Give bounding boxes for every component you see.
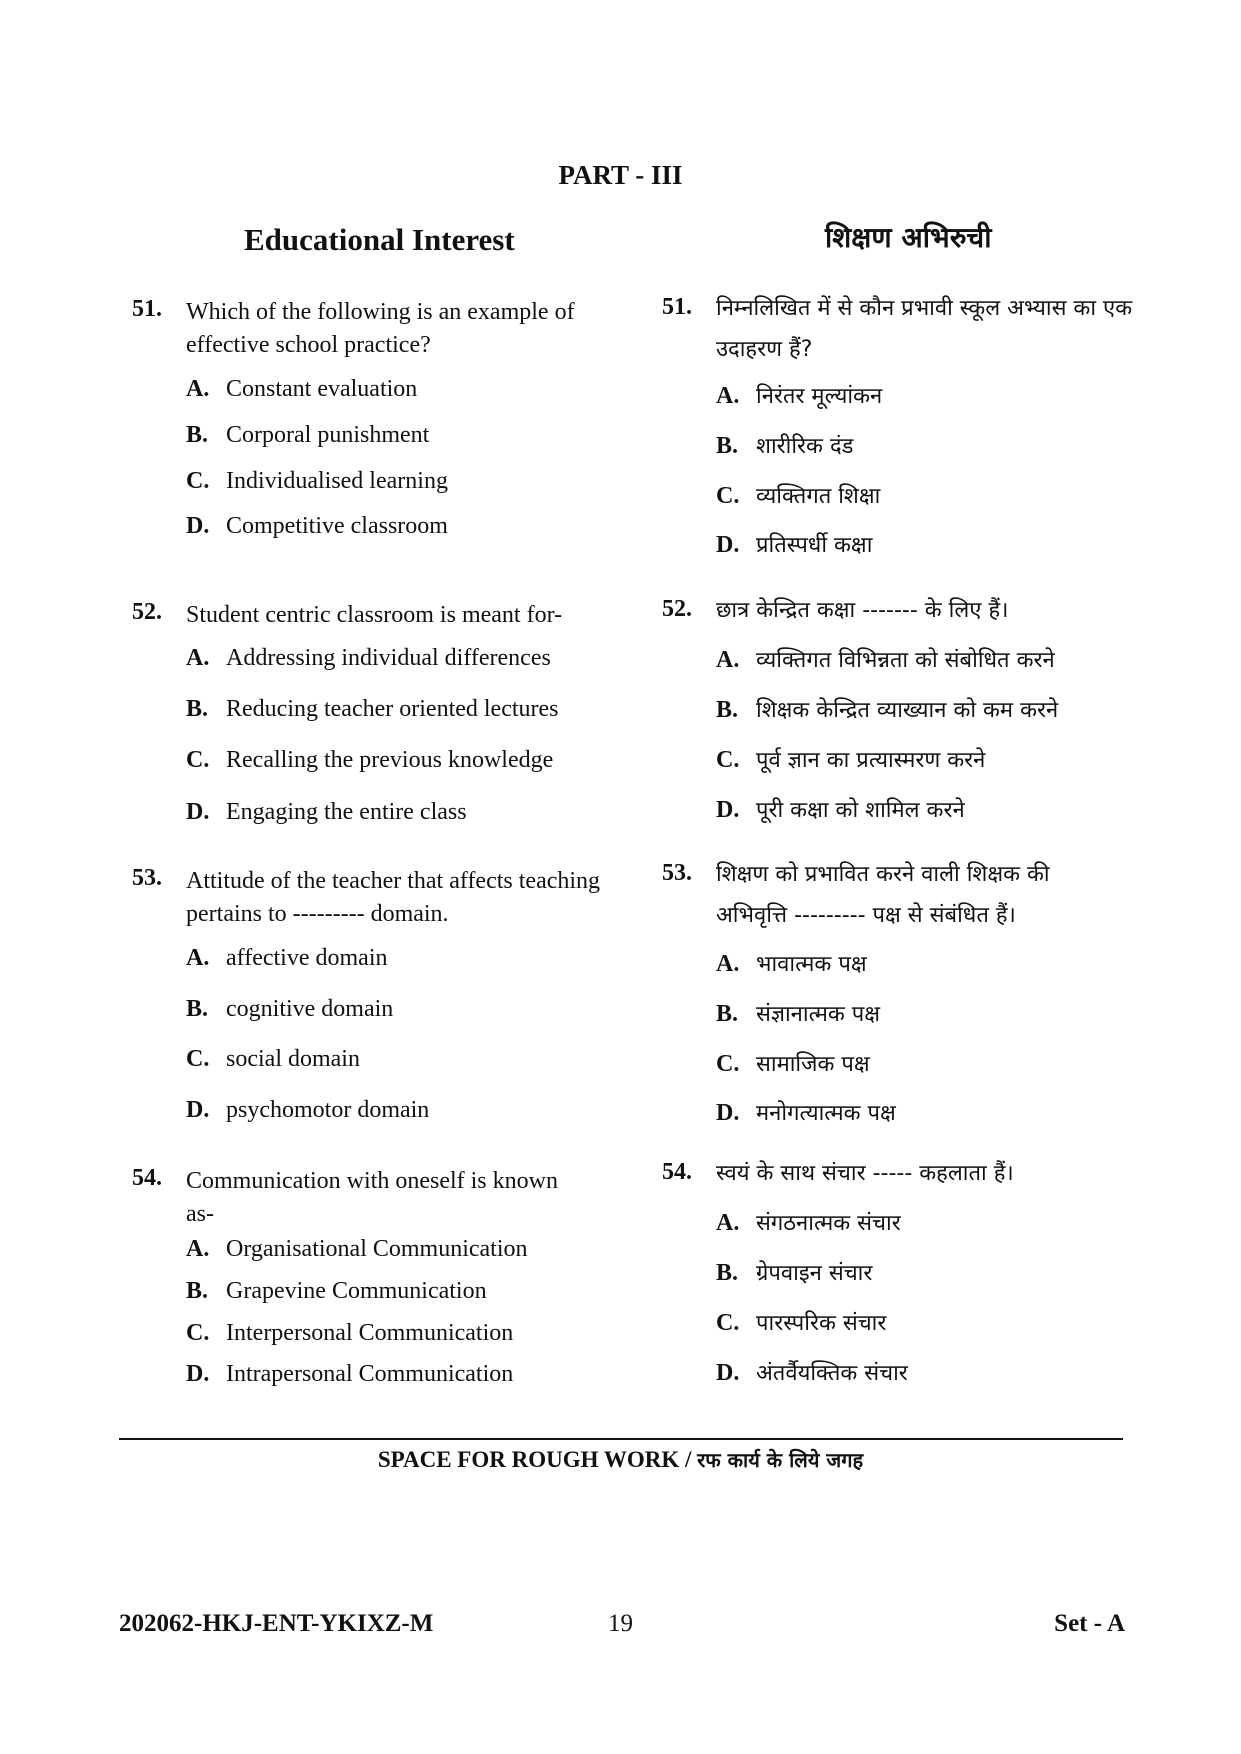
question-text: Attitude of the teacher that affects teaching pertains to --------- domain. xyxy=(186,868,601,927)
option-b: B. संज्ञानात्मक पक्ष xyxy=(716,1001,881,1027)
option-d: D. Competitive classroom xyxy=(186,513,448,539)
option-d: D. psychomotor domain xyxy=(186,1097,430,1123)
set-label: Set - A xyxy=(1054,1610,1125,1637)
option-d: D. प्रतिस्पर्धी कक्षा xyxy=(716,532,873,558)
question-52-hi xyxy=(662,596,1182,823)
question-text: Student centric classroom is meant for- xyxy=(186,602,563,628)
question-number: 54. xyxy=(132,1165,162,1191)
part-heading: PART - III xyxy=(558,160,683,190)
option-c: C. सामाजिक पक्ष xyxy=(716,1051,870,1077)
question-text: शिक्षण को प्रभावित करने वाली शिक्षक की अभिवृत्ति --------- पक्ष से संबंधित हैं। xyxy=(716,862,1050,928)
option-b: B. शारीरिक दंड xyxy=(716,433,854,459)
question-54-hi xyxy=(662,1159,1182,1386)
option-c: C. व्यक्तिगत शिक्षा xyxy=(716,483,881,509)
rough-work-label: SPACE FOR ROUGH WORK / रफ कार्य के लिये जगह xyxy=(377,1447,864,1472)
question-number: 51. xyxy=(662,294,692,320)
page-number: 19 xyxy=(608,1610,633,1637)
option-d: D. Intrapersonal Communication xyxy=(186,1361,514,1387)
section-title-english: Educational Interest xyxy=(244,222,515,257)
option-b: B. ग्रेपवाइन संचार xyxy=(716,1260,873,1286)
option-c: C. Recalling the previous knowledge xyxy=(186,747,554,773)
question-53-en xyxy=(132,865,652,1123)
option-c: C. social domain xyxy=(186,1046,360,1072)
question-text: छात्र केन्द्रित कक्षा ------- के लिए हैं। xyxy=(716,598,1009,623)
option-c: C. पारस्परिक संचार xyxy=(716,1310,887,1336)
option-a: A. affective domain xyxy=(186,945,388,971)
question-number: 52. xyxy=(132,599,162,625)
option-a: A. संगठनात्मक संचार xyxy=(716,1210,901,1236)
option-b: B. Grapevine Communication xyxy=(186,1278,487,1304)
question-number: 53. xyxy=(132,865,162,891)
question-text: Which of the following is an example of effective school practice? xyxy=(186,299,575,358)
option-a: A. Constant evaluation xyxy=(186,376,418,402)
option-b: B. Reducing teacher oriented lectures xyxy=(186,696,559,722)
section-title-hindi: शिक्षण अभिरुची xyxy=(825,221,992,254)
option-b: B. शिक्षक केन्द्रित व्याख्यान को कम करने xyxy=(716,697,1059,723)
option-b: B. Corporal punishment xyxy=(186,422,430,448)
option-d: D. पूरी कक्षा को शामिल करने xyxy=(716,797,965,823)
question-number: 53. xyxy=(662,860,692,886)
question-53-hi xyxy=(662,860,1182,1126)
option-b: B. cognitive domain xyxy=(186,996,394,1022)
option-d: D. Engaging the entire class xyxy=(186,799,467,825)
option-c: C. पूर्व ज्ञान का प्रत्यास्मरण करने xyxy=(716,747,986,773)
option-a: A. निरंतर मूल्यांकन xyxy=(716,383,883,409)
option-c: C. Individualised learning xyxy=(186,468,448,494)
option-d: D. अंतर्वैयक्तिक संचार xyxy=(716,1360,908,1386)
option-a: A. भावात्मक पक्ष xyxy=(716,951,867,977)
option-a: A. व्यक्तिगत विभिन्नता को संबोधित करने xyxy=(716,647,1055,673)
option-a: A. Addressing individual differences xyxy=(186,645,551,671)
question-text: स्वयं के साथ संचार ----- कहलाता हैं। xyxy=(716,1161,1014,1186)
option-d: D. मनोगत्यात्मक पक्ष xyxy=(716,1100,896,1126)
question-51-hi xyxy=(662,294,1182,558)
question-number: 54. xyxy=(662,1159,692,1185)
question-54-en xyxy=(132,1165,652,1387)
question-text: Communication with oneself is known as- xyxy=(186,1168,558,1227)
question-number: 52. xyxy=(662,596,692,622)
option-c: C. Interpersonal Communication xyxy=(186,1320,514,1346)
option-a: A. Organisational Communication xyxy=(186,1236,528,1262)
paper-code: 202062-HKJ-ENT-YKIXZ-M xyxy=(119,1610,434,1637)
divider-rule xyxy=(119,1438,1123,1440)
question-52-en xyxy=(132,599,652,825)
question-number: 51. xyxy=(132,296,162,322)
question-text: निम्नलिखित में से कौन प्रभावी स्कूल अभ्यास का एक उदाहरण हैं? xyxy=(716,296,1133,362)
question-51-en xyxy=(132,296,652,539)
